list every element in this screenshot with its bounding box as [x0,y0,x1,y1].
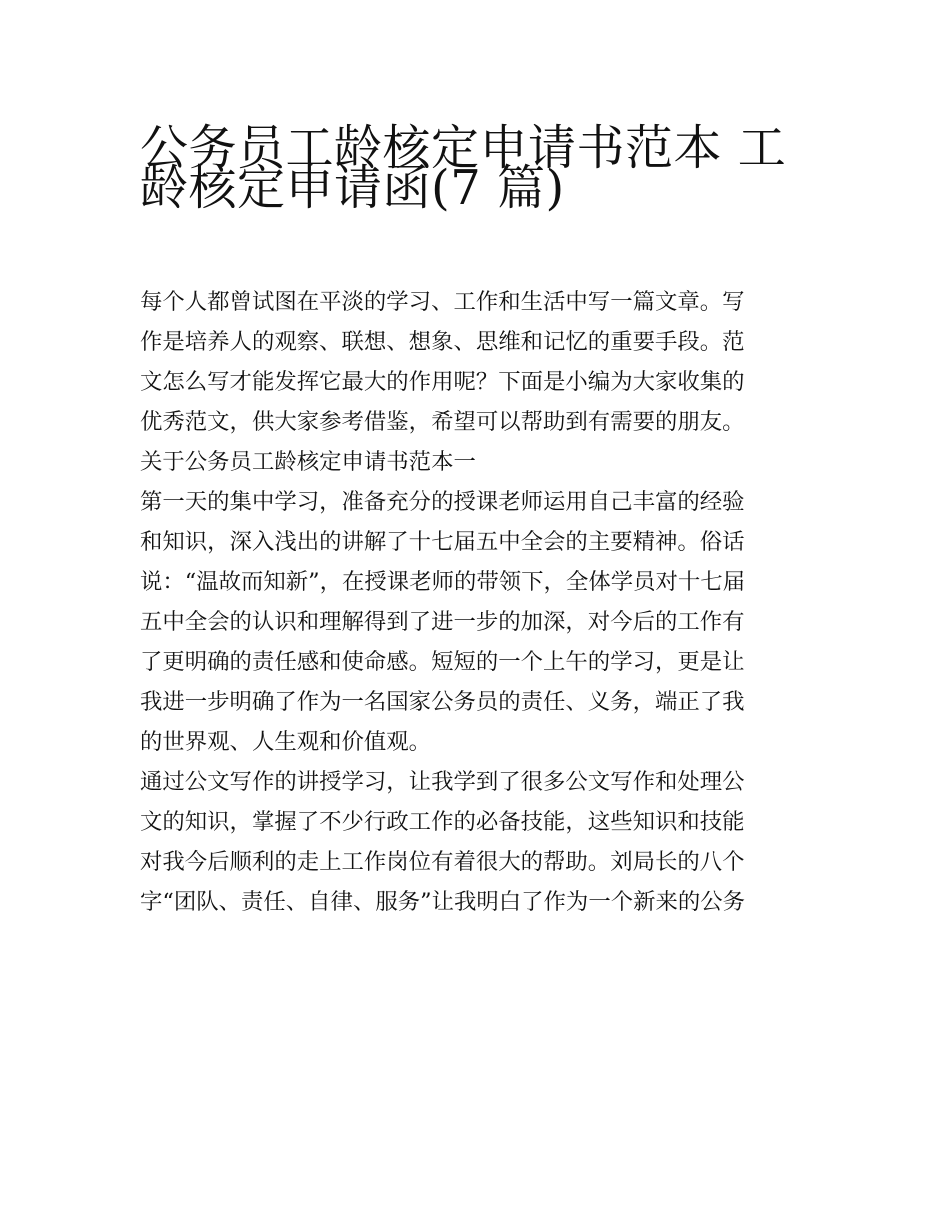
text-line: 五中全会的认识和理解得到了进一步的加深，对今后的工作有 [140,609,745,635]
section-heading [140,442,815,482]
text-line: 和知识，深入浅出的讲解了十七届五中全会的主要精神。俗话 [140,529,745,555]
text-line: 说：“温故而知新”，在授课老师的带领下，全体学员对十七届 [140,569,746,595]
text-line: 的世界观、人生观和价值观。 [140,729,432,755]
text-line: 每个人都曾试图在平淡的学习、工作和生活中写一篇文章。写 [140,289,745,315]
text-line: 关于公务员工龄核定申请书范本一 [140,449,476,475]
text-line: 文怎么写才能发挥它最大的作用呢？下面是小编为大家收集的 [140,369,745,395]
text-line: 文的知识，掌握了不少行政工作的必备技能，这些知识和技能 [140,809,745,835]
title-line: 龄核定申请函(7 篇) [140,160,565,216]
text-line: 字“团队、责任、自律、服务”让我明白了作为一个新来的公务 [140,889,746,915]
text-line: 优秀范文，供大家参考借鉴，希望可以帮助到有需要的朋友。 [140,409,745,435]
intro-paragraph [140,282,815,442]
body-paragraph [140,482,815,762]
text-line: 了更明确的责任感和使命感。短短的一个上午的学习，更是让 [140,649,745,675]
text-line: 对我今后顺利的走上工作岗位有着很大的帮助。刘局长的八个 [140,849,745,875]
text-line: 作是培养人的观察、联想、想象、思维和记忆的重要手段。范 [140,329,745,355]
text-line: 我进一步明确了作为一名国家公务员的责任、义务，端正了我 [140,689,745,715]
document-title [140,112,820,216]
text-line: 第一天的集中学习，准备充分的授课老师运用自己丰富的经验 [140,489,745,515]
document-body [140,282,815,922]
text-line: 通过公文写作的讲授学习，让我学到了很多公文写作和处理公 [140,769,745,795]
title-line: 公务员工龄核定申请书范本 工 [140,120,787,176]
body-paragraph [140,762,815,922]
